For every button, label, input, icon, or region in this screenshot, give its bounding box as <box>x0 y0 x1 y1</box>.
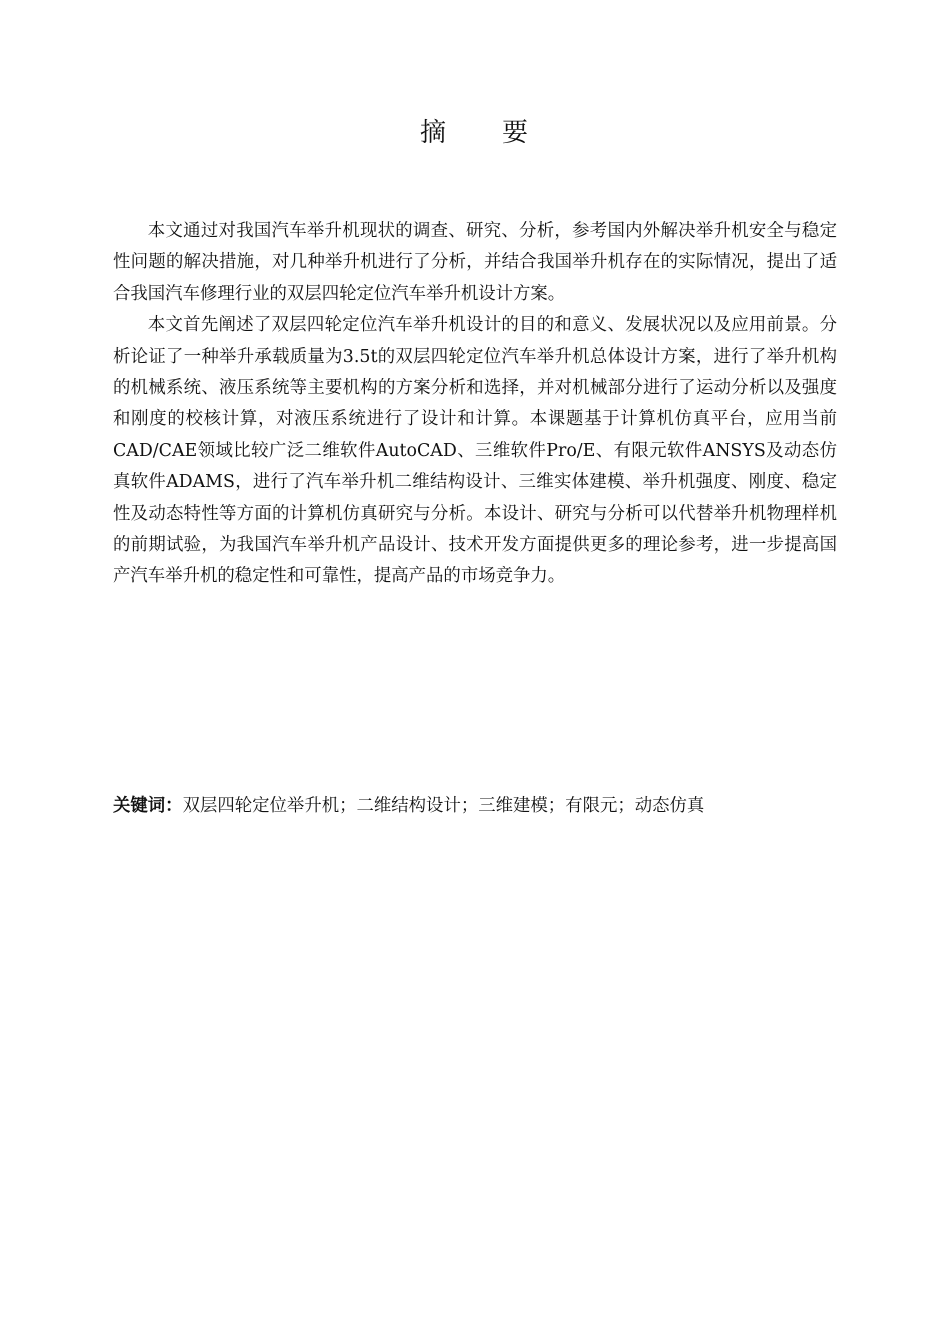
page-title <box>0 113 950 153</box>
abstract-body <box>113 216 837 593</box>
title-char-1: 摘 <box>419 118 448 148</box>
title-char-2: 要 <box>502 118 531 148</box>
keywords-line <box>113 791 837 821</box>
keywords-text: 双层四轮定位举升机；二维结构设计；三维建模；有限元；动态仿真 <box>182 796 705 816</box>
abstract-paragraph-2: 本文首先阐述了双层四轮定位汽车举升机设计的目的和意义、发展状况以及应用前景。分析论证了一种举升承载质量为3.5t的双层四轮定位汽车举升机总体设计方案，进行了举升机构的机械系统、液压系统等主要机构的方案分析和选择，并对机械部分进行了运动分析以及强度和刚度的校核计算，对液压系统进行了设计和计算。本课题基于计算机仿真平台，应用当前CAD/CAE领域比较广泛二维软件AutoCAD、三维软件Pro/E、有限元软件ANSYS及动态仿真软件ADAMS，进行了汽车举升机二维结构设计、三维实体建模、举升机强度、刚度、稳定性及动态特性等方面的计算机仿真研究与分析。本设计、研究与分析可以代替举升机物理样机的前期试验，为我国汽车举升机产品设计、技术开发方面提供更多的理论参考，进一步提高国产汽车举升机的稳定性和可靠性，提高产品的市场竞争力。 <box>113 315 837 587</box>
abstract-paragraph-1: 本文通过对我国汽车举升机现状的调查、研究、分析，参考国内外解决举升机安全与稳定性问题的解决措施，对几种举升机进行了分析，并结合我国举升机存在的实际情况，提出了适合我国汽车修理行业的双层四轮定位汽车举升机设计方案。 <box>113 221 837 304</box>
keywords-label: 关键词： <box>113 796 183 816</box>
